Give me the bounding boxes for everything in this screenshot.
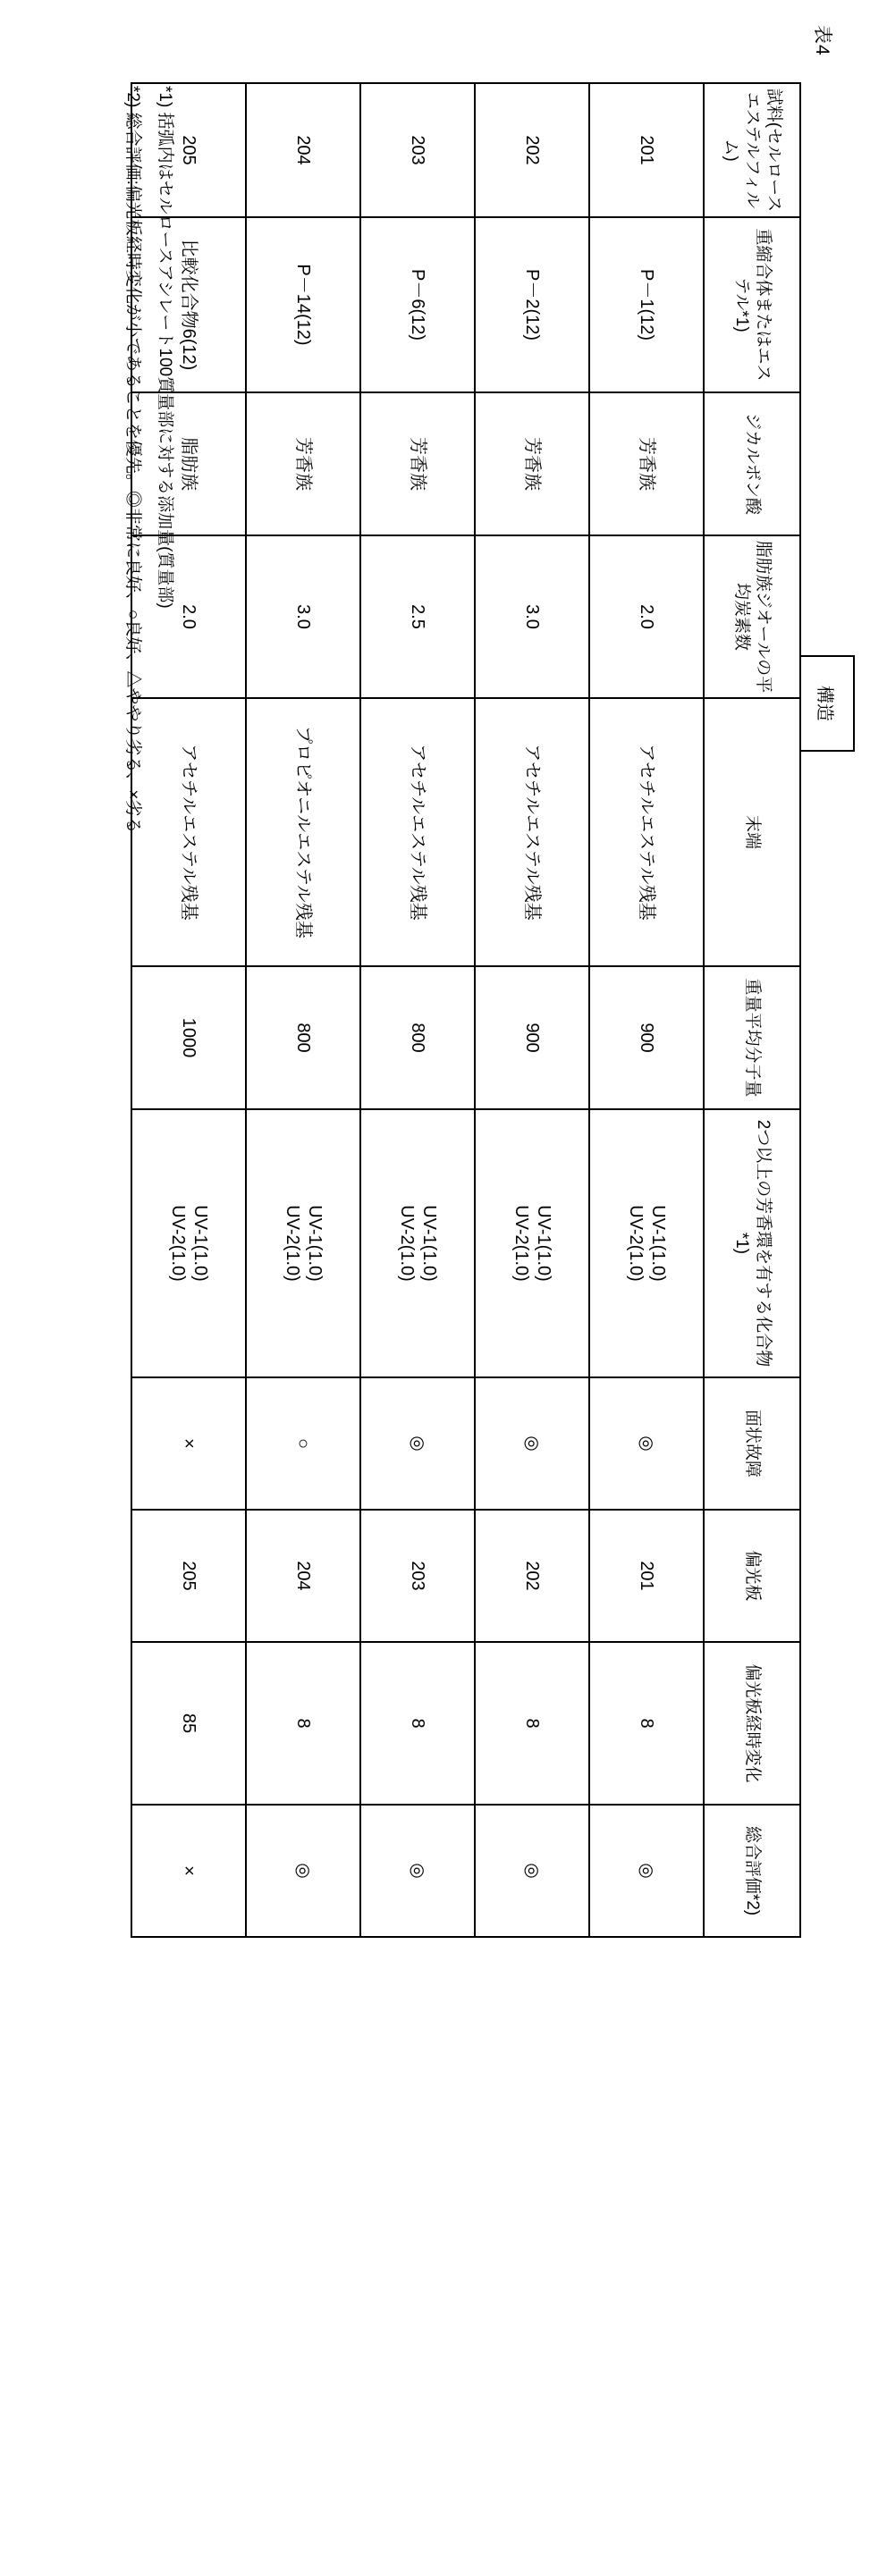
cell-avg-carbon: 3.0 [246,535,360,698]
cell-dicarboxylic-acid: 芳香族 [246,392,360,535]
cell-polarizer: 202 [475,1510,589,1642]
cell-polarizer-change: 8 [246,1642,360,1805]
cell-polycondensate: 比較化合物6(12) [131,217,246,392]
header-dicarboxylic-acid: ジカルボン酸 [704,392,800,535]
cell-uv-compound: UV-1(1.0) UV-2(1.0) [589,1109,704,1377]
footnote-2: *2) 総合評価:偏光板経時変化が小であることを優先。◎非常に良好、○良好、△ややり劣る、×劣る [122,86,142,834]
cell-terminal: アセチルエステル残基 [475,698,589,966]
results-table [131,82,801,1938]
cell-polycondensate: P－6(12) [360,217,475,392]
header-terminal: 末端 [704,698,800,966]
cell-polarizer: 205 [131,1510,246,1642]
footnote-1: *1) 括弧内はセルロースアシレート100質量部に対する添加量(質量部) [156,86,174,609]
cell-polycondensate: P－2(12) [475,217,589,392]
table-row [589,83,704,1937]
cell-sample: 204 [246,83,360,217]
table-row [475,83,589,1937]
cell-dicarboxylic-acid: 芳香族 [589,392,704,535]
cell-avg-carbon: 2.0 [131,535,246,698]
cell-uv-compound: UV-1(1.0) UV-2(1.0) [246,1109,360,1377]
cell-polycondensate: P－14(12) [246,217,360,392]
header-polycondensate: 重縮合体またはエステル*1) [704,217,800,392]
cell-surface-defect: ○ [246,1377,360,1510]
header-overall: 総合評価*2) [704,1805,800,1937]
cell-dicarboxylic-acid: 芳香族 [475,392,589,535]
cell-surface-defect: ◎ [589,1377,704,1510]
cell-avg-carbon: 2.5 [360,535,475,698]
table-caption: 表4 [812,25,832,56]
cell-dicarboxylic-acid: 脂肪族 [131,392,246,535]
cell-polarizer: 203 [360,1510,475,1642]
header-sample: 試料(セルロースエステルフィルム) [704,83,800,217]
cell-mw: 800 [360,966,475,1109]
cell-avg-carbon: 3.0 [475,535,589,698]
cell-overall: ◎ [589,1805,704,1937]
cell-polarizer: 204 [246,1510,360,1642]
cell-sample: 205 [131,83,246,217]
cell-overall: ◎ [475,1805,589,1937]
cell-polarizer-change: 8 [360,1642,475,1805]
cell-sample: 201 [589,83,704,217]
cell-surface-defect: × [131,1377,246,1510]
table-row [246,83,360,1937]
cell-terminal: プロピオニルエステル残基 [246,698,360,966]
cell-mw: 900 [475,966,589,1109]
cell-terminal: アセチルエステル残基 [360,698,475,966]
header-polarizer: 偏光板 [704,1510,800,1642]
cell-mw: 800 [246,966,360,1109]
cell-polycondensate: P－1(12) [589,217,704,392]
header-avg-carbon: 脂肪族ジオールの平均炭素数 [704,535,800,698]
cell-terminal: アセチルエステル残基 [131,698,246,966]
cell-surface-defect: ◎ [475,1377,589,1510]
cell-terminal: アセチルエステル残基 [589,698,704,966]
cell-uv-compound: UV-1(1.0) UV-2(1.0) [475,1109,589,1377]
cell-overall: ◎ [246,1805,360,1937]
cell-avg-carbon: 2.0 [589,535,704,698]
cell-overall: ◎ [360,1805,475,1937]
header-mw: 重量平均分子量 [704,966,800,1109]
cell-overall: × [131,1805,246,1937]
header-surface-defect: 面状故障 [704,1377,800,1510]
cell-polarizer-change: 8 [475,1642,589,1805]
cell-polarizer-change: 85 [131,1642,246,1805]
footnotes [116,86,181,833]
structure-band-label [801,655,855,752]
cell-polarizer: 201 [589,1510,704,1642]
cell-polarizer-change: 8 [589,1642,704,1805]
cell-mw: 1000 [131,966,246,1109]
cell-dicarboxylic-acid: 芳香族 [360,392,475,535]
cell-uv-compound: UV-1(1.0) UV-2(1.0) [360,1109,475,1377]
header-uv-compound: 2つ以上の芳香環を有する化合物*1) [704,1109,800,1377]
header-polarizer-change: 偏光板経時変化 [704,1642,800,1805]
cell-uv-compound: UV-1(1.0) UV-2(1.0) [131,1109,246,1377]
table-header-row [704,83,800,1937]
cell-sample: 202 [475,83,589,217]
structure-band-text: 構造 [815,686,835,721]
table-row [360,83,475,1937]
cell-surface-defect: ◎ [360,1377,475,1510]
cell-mw: 900 [589,966,704,1109]
cell-sample: 203 [360,83,475,217]
